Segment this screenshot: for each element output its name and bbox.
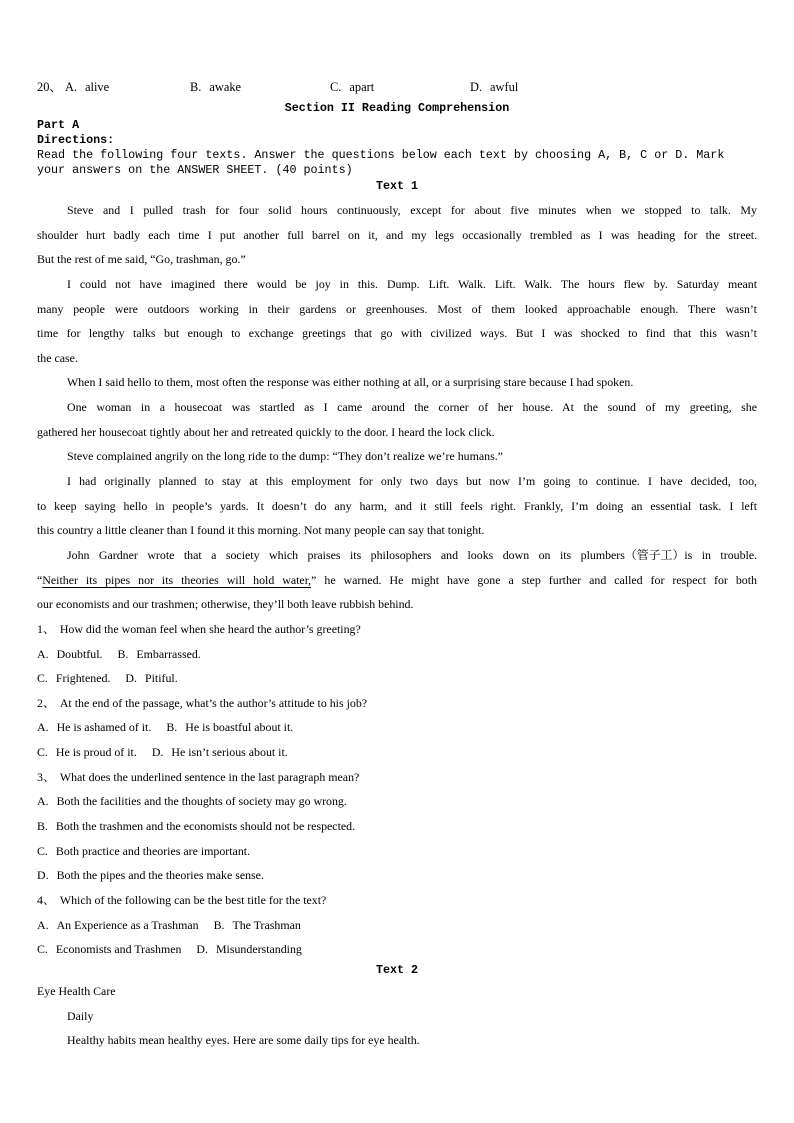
option-text: Both practice and theories are important. xyxy=(55,843,251,858)
option-label: B. xyxy=(37,819,48,834)
option-label: A. xyxy=(37,646,49,661)
passage-segment: I could not have imagined there would be joy in this. Dump. Lift. Walk. Lift. Walk. The hours flew by. Saturday meant xyxy=(67,276,758,291)
question-number: 4、 xyxy=(37,892,55,907)
option-text: Misunderstanding xyxy=(215,942,302,957)
option xyxy=(37,819,355,833)
passage-segment: to keep saying hello in people’s yards. It doesn’t do any harm, and it still feels right. Frankly, I’m doing an essential task. I left xyxy=(37,498,758,513)
cloze-option-text: apart xyxy=(349,80,375,94)
question-number: 2、 xyxy=(37,695,55,710)
passage-line xyxy=(37,543,757,568)
option-label: C. xyxy=(37,745,48,760)
question-prompt xyxy=(37,617,757,642)
cloze-question-row xyxy=(37,75,757,100)
text-heading-2: Text 2 xyxy=(375,962,419,977)
option-line xyxy=(37,789,757,814)
option-line xyxy=(37,715,757,740)
question-number: 3、 xyxy=(37,769,55,784)
passage-line xyxy=(37,494,757,519)
text2-line: Healthy habits mean healthy eyes. Here are some daily tips for eye health. xyxy=(67,1033,420,1048)
option-text: Both the trashmen and the economists should not be respected. xyxy=(55,819,356,834)
passage-segment: “ xyxy=(37,572,43,587)
cloze-option xyxy=(65,75,109,100)
passage-line xyxy=(37,395,757,420)
option-line xyxy=(37,642,757,667)
option-line xyxy=(37,814,757,839)
cloze-option-label: B. xyxy=(190,80,202,94)
text-heading-1: Text 1 xyxy=(375,179,419,193)
option-label: C. xyxy=(37,671,48,686)
cloze-option-text: awful xyxy=(490,80,519,94)
option xyxy=(37,942,181,956)
option-label: D. xyxy=(151,745,164,760)
passage-line xyxy=(37,444,757,469)
option-line xyxy=(37,863,757,888)
option-label: D. xyxy=(37,868,49,883)
part-label: Part A xyxy=(37,118,80,132)
passage-segment: gathered her housecoat tightly about her and retreated quickly to the door. I heard the lock click. xyxy=(37,424,495,439)
option xyxy=(37,647,102,661)
option-text: An Experience as a Trashman xyxy=(56,917,199,932)
option-text: Both the pipes and the theories make sense. xyxy=(56,868,264,883)
option xyxy=(37,745,137,759)
passage-line xyxy=(37,346,757,371)
option-text: He is proud of it. xyxy=(55,745,137,760)
cloze-option xyxy=(330,75,374,100)
passage-line xyxy=(37,370,757,395)
option-label: B. xyxy=(117,646,129,661)
option xyxy=(166,720,293,734)
question-prompt xyxy=(37,691,757,716)
option-line xyxy=(37,937,757,962)
passage-segment: time for lengthy talks but enough to exchange greetings that go with civilized ways. But I was shocked to find that this wasn’t xyxy=(37,326,757,341)
option-text: Frightened. xyxy=(55,671,111,686)
option-label: B. xyxy=(166,720,178,735)
cloze-option xyxy=(470,75,518,100)
option-line xyxy=(37,839,757,864)
section-heading: Section II Reading Comprehension xyxy=(284,101,510,115)
option-text: Pitiful. xyxy=(144,671,178,686)
reading-passage xyxy=(37,198,757,617)
option xyxy=(117,647,200,661)
passage-line xyxy=(37,198,757,223)
questions-list xyxy=(37,617,757,962)
option-line xyxy=(37,666,757,691)
directions-label: Directions: xyxy=(37,133,115,147)
passage-segment: this country a little cleaner than I found it this morning. Not many people can say that tonight. xyxy=(37,523,485,538)
question-prompt xyxy=(37,765,757,790)
underlined-sentence: Neither its pipes nor its theories will hold water, xyxy=(42,572,312,587)
question-prompt xyxy=(37,888,757,913)
passage-segment: But the rest of me said, “Go, trashman, go.” xyxy=(37,252,246,267)
option-text: He isn’t serious about it. xyxy=(171,745,288,760)
passage-line xyxy=(37,321,757,346)
question-number: 1、 xyxy=(37,621,55,636)
option-label: A. xyxy=(37,917,49,932)
cloze-option-label: A. xyxy=(65,80,78,94)
passage-segment: One woman in a housecoat was startled as I came around the corner of her house. At the sound of my greeting, she xyxy=(67,400,758,415)
passage-segment: Steve and I pulled trash for four solid hours continuously, except for about five minutes when we stopped to talk. My xyxy=(67,203,757,217)
passage-segment: ” he warned. He might have gone a step further and called for respect for both xyxy=(311,572,757,587)
option-label: D. xyxy=(196,942,208,957)
passage-segment: our economists and our trashmen; otherwise, they’ll both leave rubbish behind. xyxy=(37,597,414,612)
cloze-option-label: C. xyxy=(330,80,342,94)
option-text: He is boastful about it. xyxy=(185,720,294,735)
option xyxy=(152,745,288,759)
text2-line: Daily xyxy=(67,1008,94,1023)
option-line xyxy=(37,740,757,765)
option-label: A. xyxy=(37,720,49,735)
passage-line xyxy=(37,247,757,272)
cloze-question-number: 20、 xyxy=(37,80,62,94)
option-text: Both the facilities and the thoughts of society may go wrong. xyxy=(56,794,347,809)
question-text: How did the woman feel when she heard the author’s greeting? xyxy=(59,621,361,636)
cloze-option-label: D. xyxy=(470,80,483,94)
cloze-option-text: awake xyxy=(209,80,242,94)
passage-line xyxy=(37,568,757,593)
passage-segment: John Gardner wrote that a society which praises its philosophers and looks down on its plumbers（管子工）is in trouble. xyxy=(67,547,758,562)
passage-line xyxy=(37,469,757,494)
passage-segment: Steve complained angrily on the long ride to the dump: “They don’t realize we’re humans.” xyxy=(67,449,503,464)
passage-line xyxy=(37,518,757,543)
option xyxy=(214,918,301,932)
text2-line: Eye Health Care xyxy=(37,983,116,998)
passage-line xyxy=(37,592,757,617)
option-label: B. xyxy=(213,917,225,932)
option xyxy=(37,844,250,858)
option xyxy=(37,720,151,734)
passage-line xyxy=(37,223,757,248)
option-label: D. xyxy=(125,671,137,686)
directions-line: Read the following four texts. Answer the questions below each text by choosing A, B, C or D. Mark xyxy=(37,148,725,162)
cloze-option-text: alive xyxy=(85,80,110,94)
option-text: Economists and Trashmen xyxy=(55,942,182,957)
cloze-option xyxy=(190,75,241,100)
passage-segment: I had originally planned to stay at this employment for only two days but now I’m going to continue. I have decided, too, xyxy=(67,474,757,489)
question-text: Which of the following can be the best title for the text? xyxy=(59,892,327,907)
passage-line xyxy=(37,272,757,297)
option-label: C. xyxy=(37,942,48,957)
option-text: The Trashman xyxy=(232,917,301,932)
option xyxy=(37,671,110,685)
question-text: At the end of the passage, what’s the author’s attitude to his job? xyxy=(59,695,368,710)
option xyxy=(37,794,347,808)
option-text: Embarrassed. xyxy=(136,646,201,661)
option xyxy=(196,942,301,956)
question-text: What does the underlined sentence in the last paragraph mean? xyxy=(59,769,360,784)
passage-segment: many people were outdoors working in their gardens or greenhouses. Most of them looked approachable enough. There wasn’t xyxy=(37,301,757,316)
option-text: Doubtful. xyxy=(56,646,103,661)
passage-segment: When I said hello to them, most often the response was either nothing at all, or a surprising stare because I had spoken. xyxy=(67,375,634,390)
passage-line xyxy=(37,420,757,445)
option xyxy=(125,671,177,685)
option-line xyxy=(37,913,757,938)
option-label: C. xyxy=(37,843,48,858)
option-text: He is ashamed of it. xyxy=(56,720,152,735)
directions-line: your answers on the ANSWER SHEET. (40 points) xyxy=(37,163,353,177)
option xyxy=(37,918,199,932)
passage-segment: the case. xyxy=(37,350,78,365)
option xyxy=(37,868,264,882)
passage-segment: shoulder hurt badly each time I put another full barrel on it, and my legs occasionally trembled as I was heading for the street. xyxy=(37,227,758,242)
passage-line xyxy=(37,297,757,322)
option-label: A. xyxy=(37,794,49,809)
